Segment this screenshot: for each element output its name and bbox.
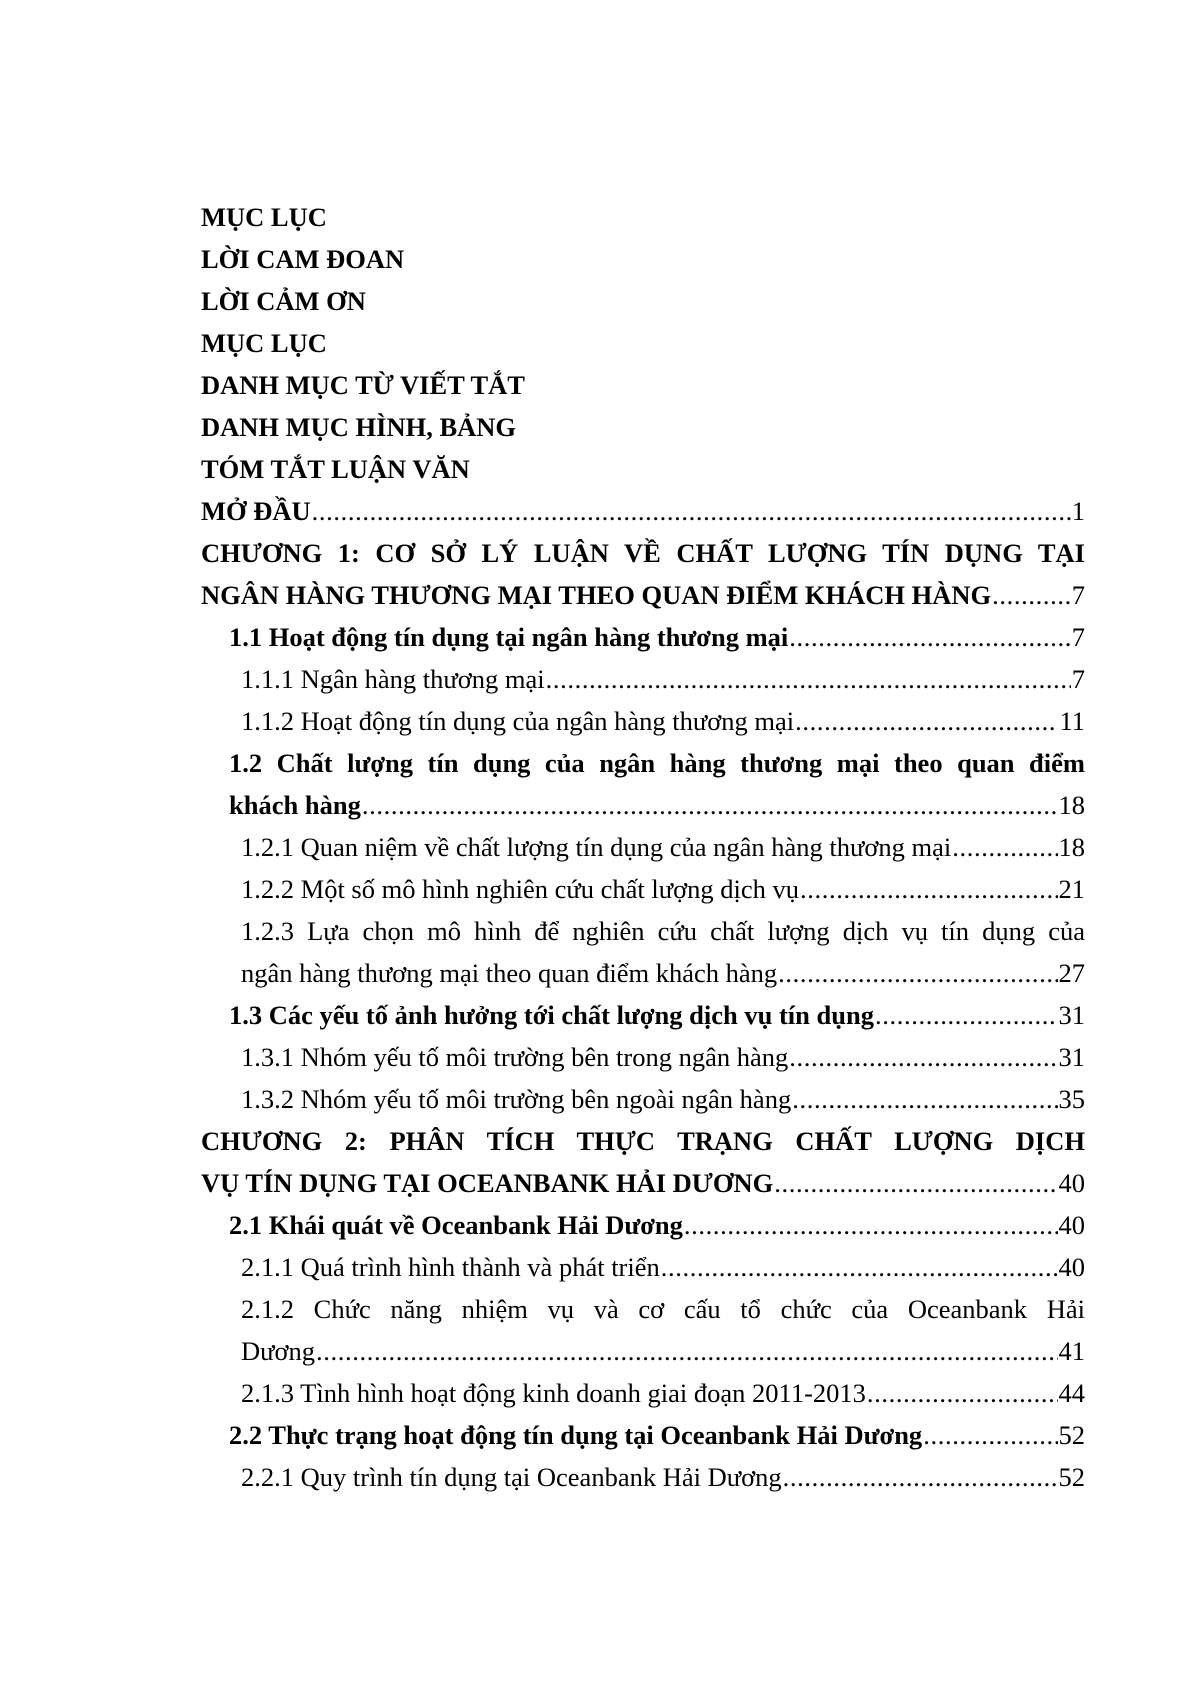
dot-leader (774, 1162, 1057, 1204)
toc-entry-text: 1.3 Các yếu tố ảnh hưởng tới chất lượng dịch vụ tín dụng (229, 1000, 874, 1030)
dot-leader (952, 826, 1057, 868)
dot-leader (362, 784, 1058, 826)
toc-entry-1-2-line1[interactable] (201, 742, 1085, 784)
dot-leader (661, 1246, 1058, 1288)
toc-entry-2-2-1[interactable] (201, 1456, 1085, 1498)
toc-entry-chuong-1-line2[interactable] (201, 574, 1085, 616)
table-of-contents (201, 196, 1085, 1498)
toc-entry-1-1-1[interactable] (201, 658, 1085, 700)
dot-leader (867, 1372, 1058, 1414)
toc-entry-muc-luc[interactable] (201, 196, 1085, 238)
dot-leader (316, 1330, 1057, 1372)
toc-entry-text: DANH MỤC HÌNH, BẢNG (201, 412, 517, 442)
toc-entry-text: MỤC LỤC (201, 202, 327, 232)
toc-entry-mo-dau[interactable] (201, 490, 1085, 532)
dot-leader (778, 952, 1057, 994)
toc-entry-danh-muc-hinh-bang[interactable] (201, 406, 1085, 448)
toc-page-number: 11 (1059, 706, 1085, 736)
toc-page-number: 40 (1058, 1252, 1085, 1282)
toc-page-number: 21 (1058, 874, 1085, 904)
toc-entry-text: 2.1.2 Chức năng nhiệm vụ và cơ cấu tổ chức của Oceanbank Hải (241, 1294, 1085, 1324)
toc-page-number: 44 (1058, 1378, 1085, 1408)
toc-entry-text: 1.1 Hoạt động tín dụng tại ngân hàng thương mại (229, 622, 789, 652)
toc-entry-text: 1.3.1 Nhóm yếu tố môi trường bên trong ngân hàng (241, 1042, 789, 1072)
toc-entry-2-1[interactable] (201, 1204, 1085, 1246)
toc-entry-text: DANH MỤC TỪ VIẾT TẮT (201, 370, 525, 400)
toc-entry-text: TÓM TẮT LUẬN VĂN (201, 454, 470, 484)
toc-entry-danh-muc-tu-viet-tat[interactable] (201, 364, 1085, 406)
toc-entry-text: 2.2.1 Quy trình tín dụng tại Oceanbank Hải Dương (241, 1462, 782, 1492)
toc-entry-1-2-1[interactable] (201, 826, 1085, 868)
toc-entry-text: 1.1.1 Ngân hàng thương mại (241, 664, 545, 694)
toc-entry-loi-cam-on[interactable] (201, 280, 1085, 322)
toc-entry-chuong-1-line1[interactable] (201, 532, 1085, 574)
toc-page-number: 41 (1058, 1336, 1085, 1366)
toc-entry-text: 1.2 Chất lượng tín dụng của ngân hàng thương mại theo quan điểm (229, 748, 1085, 778)
toc-entry-1-2-2[interactable] (201, 868, 1085, 910)
toc-entry-1-2-3-line1[interactable] (201, 910, 1085, 952)
toc-entry-text: 1.2.1 Quan niệm về chất lượng tín dụng của ngân hàng thương mại (241, 832, 952, 862)
toc-entry-1-3-1[interactable] (201, 1036, 1085, 1078)
toc-entry-1-1-2[interactable] (201, 700, 1085, 742)
toc-entry-2-1-2-line2[interactable] (201, 1330, 1085, 1372)
toc-entry-2-2[interactable] (201, 1414, 1085, 1456)
toc-entry-text: 2.1.3 Tình hình hoạt động kinh doanh giai đoạn 2011-2013 (241, 1378, 866, 1408)
toc-entry-loi-cam-doan[interactable] (201, 238, 1085, 280)
toc-entry-1-2-line2[interactable] (201, 784, 1085, 826)
toc-entry-2-1-3[interactable] (201, 1372, 1085, 1414)
toc-entry-1-1[interactable] (201, 616, 1085, 658)
toc-entry-text: MỤC LỤC (201, 328, 327, 358)
dot-leader (783, 1456, 1058, 1498)
toc-entry-text: 2.1 Khái quát về Oceanbank Hải Dương (229, 1210, 683, 1240)
toc-entry-2-1-1[interactable] (201, 1246, 1085, 1288)
toc-page-number: 7 (1071, 622, 1085, 652)
toc-entry-text: 1.1.2 Hoạt động tín dụng của ngân hàng thương mại (241, 706, 795, 736)
toc-entry-text: LỜI CẢM ƠN (201, 286, 366, 316)
toc-entry-chuong-2-line1[interactable] (201, 1120, 1085, 1162)
toc-page-number: 35 (1058, 1084, 1085, 1114)
toc-entry-text: ngân hàng thương mại theo quan điểm khách hàng (241, 958, 778, 988)
dot-leader (684, 1204, 1058, 1246)
toc-page-number: 31 (1058, 1000, 1085, 1030)
dot-leader (875, 994, 1058, 1036)
dot-leader (792, 1078, 1057, 1120)
toc-page-number: 52 (1058, 1420, 1085, 1450)
toc-entry-text: CHƯƠNG 2: PHÂN TÍCH THỰC TRẠNG CHẤT LƯỢNG DỊCH (201, 1126, 1085, 1156)
dot-leader (992, 574, 1071, 616)
toc-page-number: 52 (1058, 1462, 1085, 1492)
dot-leader (546, 658, 1071, 700)
toc-entry-text: VỤ TÍN DỤNG TẠI OCEANBANK HẢI DƯƠNG (201, 1168, 774, 1198)
toc-entry-text: 2.2 Thực trạng hoạt động tín dụng tại Oceanbank Hải Dương (229, 1420, 923, 1450)
dot-leader (789, 1036, 1057, 1078)
toc-entry-text: MỞ ĐẦU (201, 496, 311, 526)
toc-page-number: 1 (1071, 496, 1085, 526)
toc-page-number: 40 (1058, 1168, 1085, 1198)
toc-entry-text: NGÂN HÀNG THƯƠNG MẠI THEO QUAN ĐIỂM KHÁCH HÀNG (201, 580, 992, 610)
toc-page-number: 7 (1071, 664, 1085, 694)
toc-page-number: 18 (1058, 832, 1085, 862)
toc-page-number: 40 (1058, 1210, 1085, 1240)
toc-page-number: 18 (1058, 790, 1085, 820)
toc-entry-text: Dương (241, 1336, 316, 1366)
toc-page-number: 31 (1058, 1042, 1085, 1072)
toc-entry-1-3-2[interactable] (201, 1078, 1085, 1120)
toc-entry-chuong-2-line2[interactable] (201, 1162, 1085, 1204)
toc-page-number: 7 (1071, 580, 1085, 610)
dot-leader (923, 1414, 1057, 1456)
toc-entry-text: 1.3.2 Nhóm yếu tố môi trường bên ngoài ngân hàng (241, 1084, 792, 1114)
toc-entry-2-1-2-line1[interactable] (201, 1288, 1085, 1330)
dot-leader (800, 868, 1058, 910)
toc-entry-text: khách hàng (229, 790, 361, 820)
toc-entry-1-2-3-line2[interactable] (201, 952, 1085, 994)
dot-leader (312, 490, 1071, 532)
dot-leader (789, 616, 1070, 658)
toc-entry-1-3[interactable] (201, 994, 1085, 1036)
toc-entry-text: 1.2.3 Lựa chọn mô hình để nghiên cứu chất lượng dịch vụ tín dụng của (241, 916, 1085, 946)
toc-entry-muc-luc-2[interactable] (201, 322, 1085, 364)
toc-entry-text: CHƯƠNG 1: CƠ SỞ LÝ LUẬN VỀ CHẤT LƯỢNG TÍN DỤNG TẠI (201, 538, 1085, 568)
toc-entry-text: 2.1.1 Quá trình hình thành và phát triển (241, 1252, 660, 1282)
toc-entry-text: 1.2.2 Một số mô hình nghiên cứu chất lượng dịch vụ (241, 874, 799, 904)
toc-entry-tom-tat[interactable] (201, 448, 1085, 490)
toc-page-number: 27 (1058, 958, 1085, 988)
toc-entry-text: LỜI CAM ĐOAN (201, 244, 405, 274)
dot-leader (795, 700, 1058, 742)
